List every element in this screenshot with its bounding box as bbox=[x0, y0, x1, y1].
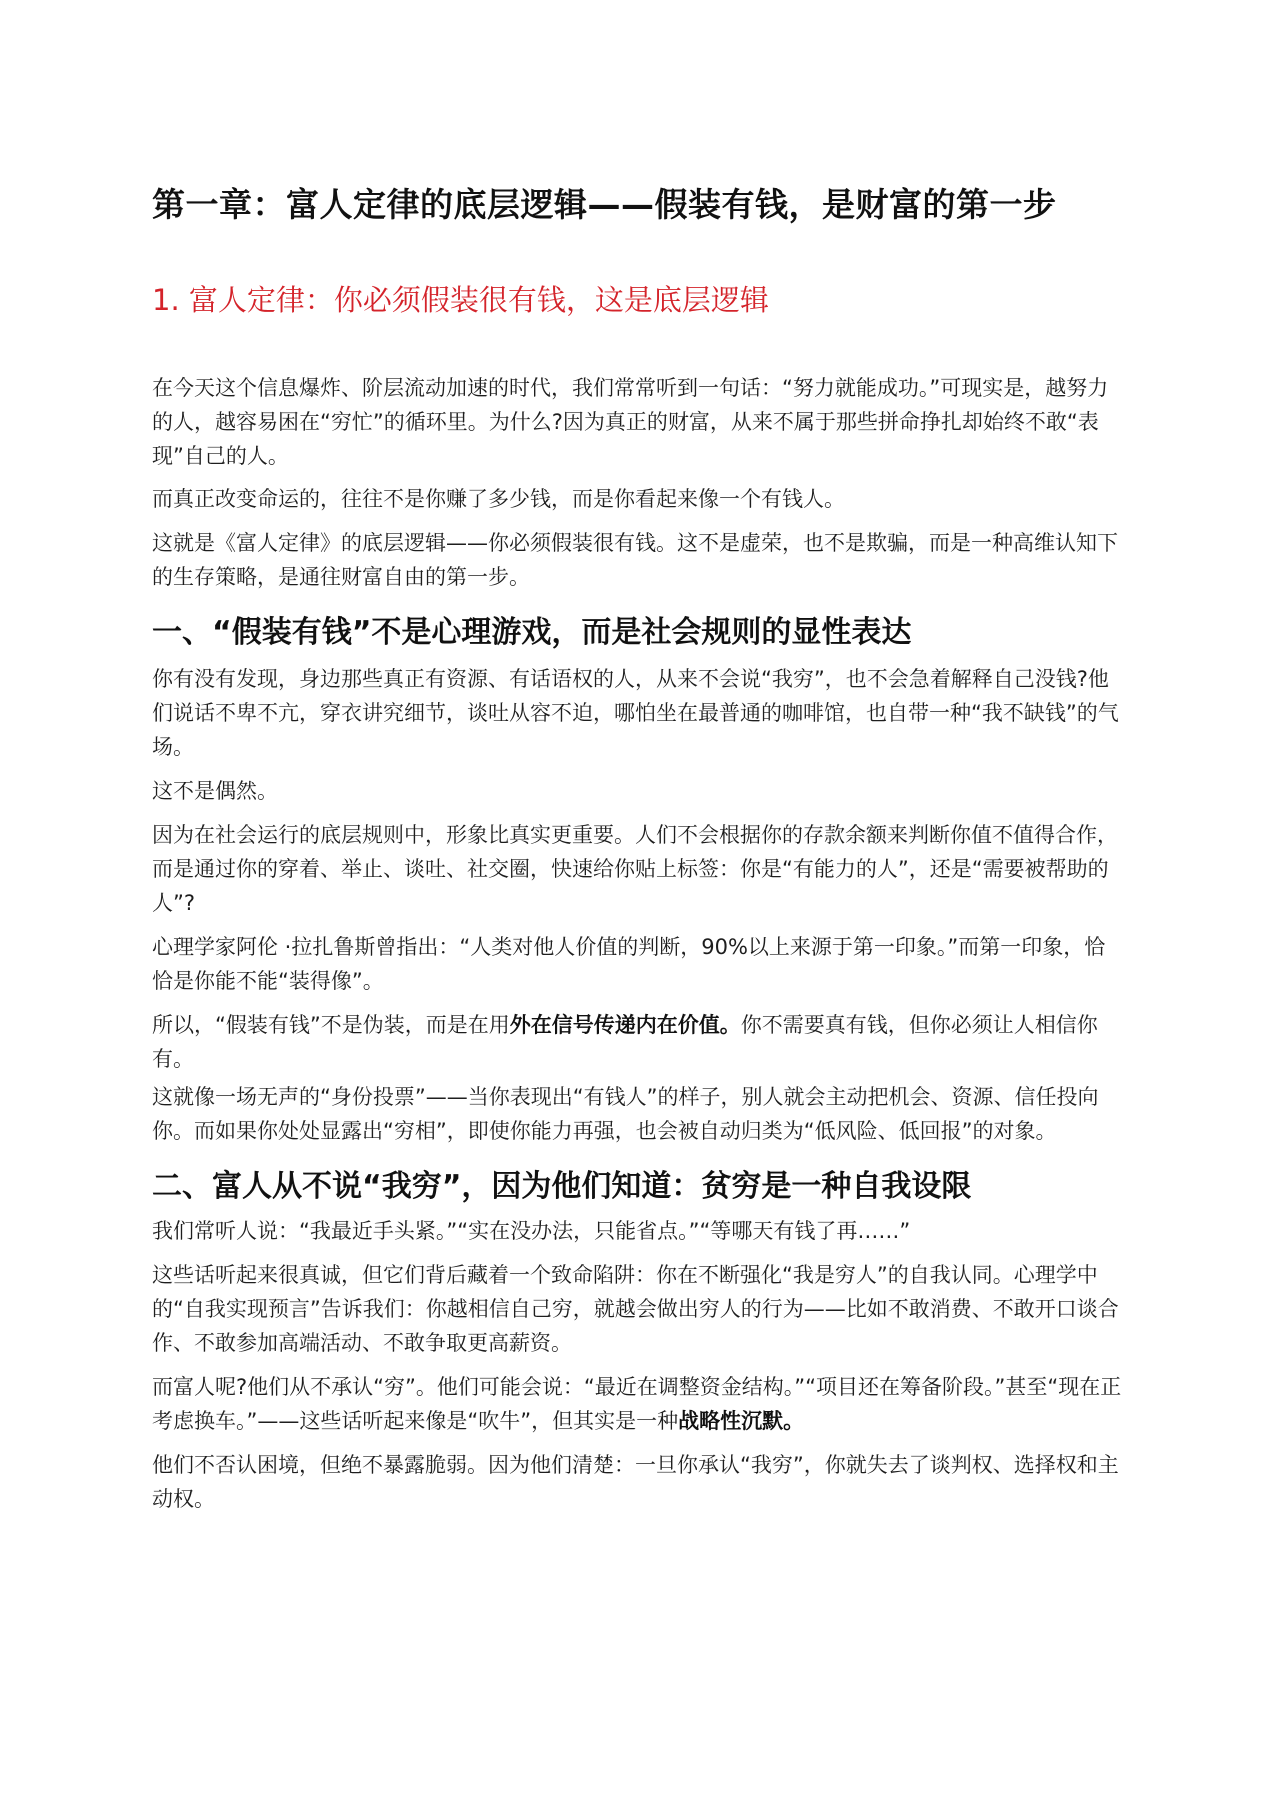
intro-paragraph-2: 而真正改变命运的，往往不是你赚了多少钱，而是你看起来像一个有钱人。 bbox=[152, 487, 845, 511]
part1-paragraph-5 bbox=[152, 1008, 1122, 1076]
document-page bbox=[152, 180, 1122, 1516]
part2-paragraph-2: 这些话听起来很真诚，但它们背后藏着一个致命陷阱：你在不断强化“我是穷人”的自我认同。心理学中的“自我实现预言”告诉我们：你越相信自己穷，就越会做出穷人的行为——比如不敢消费、不敢开口谈合作、不敢参加高端活动、不敢争取更高薪资。 bbox=[152, 1263, 1119, 1355]
section-title: 1. 富人定律：你必须假装很有钱，这是底层逻辑 bbox=[152, 283, 769, 317]
part2-p3-text: 而富人呢?他们从不承认“穷”。他们可能会说：“最近在调整资金结构。”“项目还在筹备阶段。”甚至“现在正考虑换车。”——这些话听起来像是“吹牛”，但其实是一种 bbox=[152, 1375, 1122, 1433]
part2-paragraph-3 bbox=[152, 1370, 1122, 1438]
part1-p5-text-end: 你不需要真有钱，但你必须让人相信你有。 bbox=[152, 1013, 1098, 1071]
part1-paragraph-1: 你有没有发现，身边那些真正有资源、有话语权的人，从来不会说“我穷”，也不会急着解释自己没钱?他们说话不卑不亢，穿衣讲究细节，谈吐从容不迫，哪怕坐在最普通的咖啡馆，也自带一种“我不缺钱”的气场。 bbox=[152, 667, 1119, 759]
part1-heading: 一、“假装有钱”不是心理游戏，而是社会规则的显性表达 bbox=[152, 615, 912, 650]
part2-heading: 二、富人从不说“我穷”，因为他们知道：贫穷是一种自我设限 bbox=[152, 1169, 972, 1204]
intro-paragraph-3: 这就是《富人定律》的底层逻辑——你必须假装很有钱。这不是虚荣，也不是欺骗，而是一种高维认知下的生存策略，是通往财富自由的第一步。 bbox=[152, 531, 1118, 589]
part1-p5-emphasis: 外在信号传递内在价值。 bbox=[509, 1013, 741, 1037]
part1-p5-text-start: 所以，“假装有钱”不是伪装，而是在用 bbox=[152, 1013, 510, 1037]
part2-paragraph-1: 我们常听人说：“我最近手头紧。”“实在没办法，只能省点。”“等哪天有钱了再……” bbox=[152, 1219, 911, 1243]
part2-p3-emphasis: 战略性沉默。 bbox=[678, 1409, 805, 1433]
part1-paragraph-6: 这就像一场无声的“身份投票”——当你表现出“有钱人”的样子，别人就会主动把机会、资源、信任投向你。而如果你处处显露出“穷相”，即使你能力再强，也会被自动归类为“低风险、低回报”的对象。 bbox=[152, 1085, 1099, 1143]
intro-paragraph-1: 在今天这个信息爆炸、阶层流动加速的时代，我们常常听到一句话：“努力就能成功。”可现实是，越努力的人，越容易困在“穷忙”的循环里。为什么?因为真正的财富，从来不属于那些拼命挣扎却始终不敢“表现”自己的人。 bbox=[152, 376, 1109, 468]
part1-paragraph-2: 这不是偶然。 bbox=[152, 779, 278, 803]
part1-paragraph-3: 因为在社会运行的底层规则中，形象比真实更重要。人们不会根据你的存款余额来判断你值不值得合作，而是通过你的穿着、举止、谈吐、社交圈，快速给你贴上标签：你是“有能力的人”，还是“需要被帮助的人”? bbox=[152, 823, 1118, 915]
part2-paragraph-4: 他们不否认困境，但绝不暴露脆弱。因为他们清楚：一旦你承认“我穷”，你就失去了谈判权、选择权和主动权。 bbox=[152, 1453, 1119, 1511]
chapter-title: 第一章：富人定律的底层逻辑——假装有钱，是财富的第一步 bbox=[152, 185, 1057, 224]
part1-paragraph-4: 心理学家阿伦 ·拉扎鲁斯曾指出：“人类对他人价值的判断，90%以上来源于第一印象。”而第一印象，恰恰是你能不能“装得像”。 bbox=[152, 935, 1106, 993]
